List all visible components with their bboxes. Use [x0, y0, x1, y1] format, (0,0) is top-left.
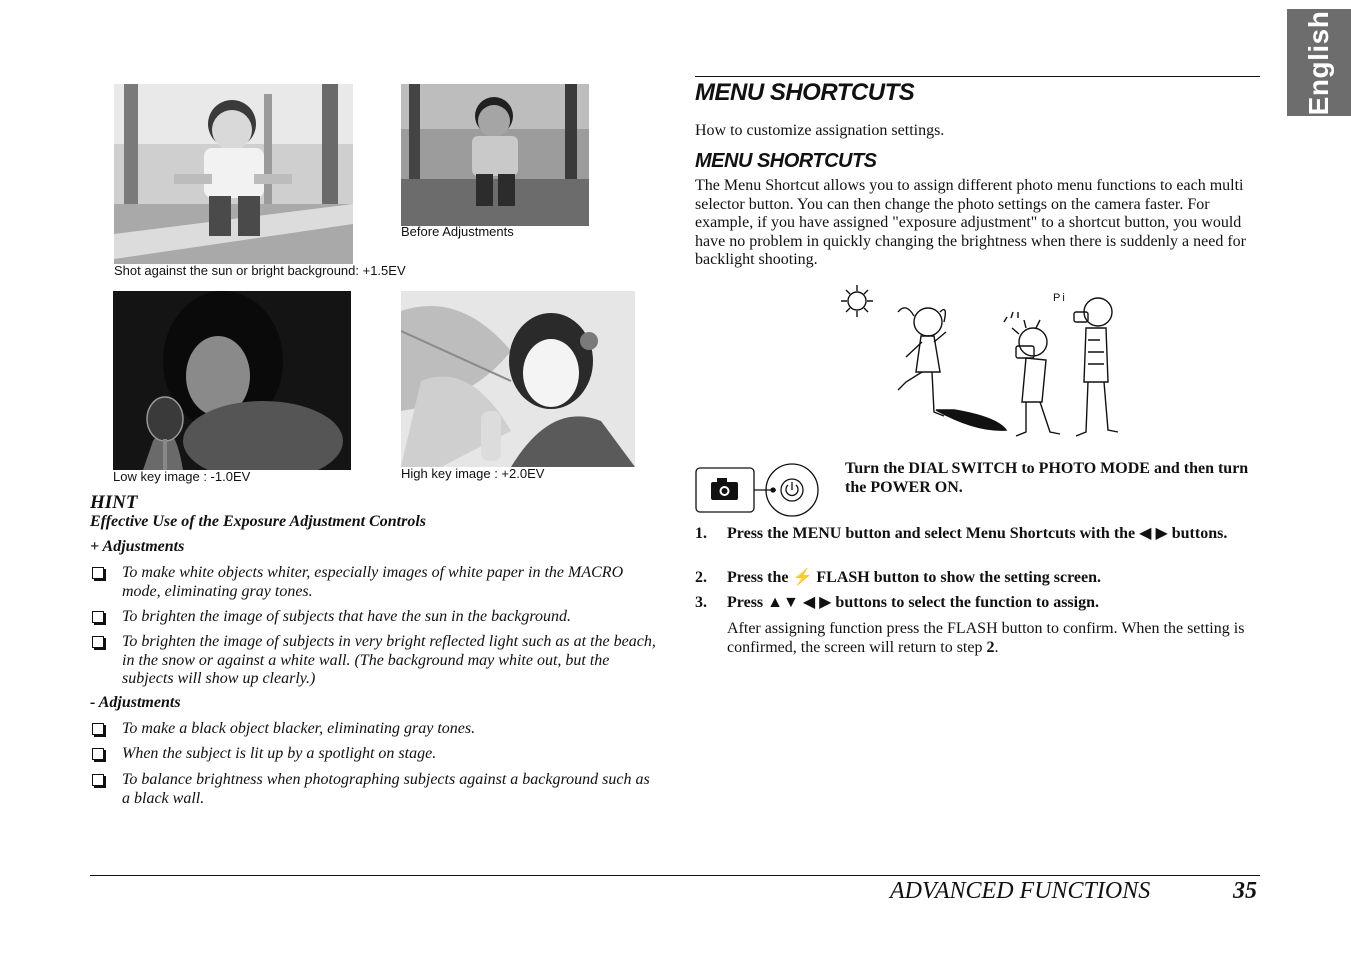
language-tab-label: English — [1303, 10, 1334, 115]
footer-chapter-title: ADVANCED FUNCTIONS — [890, 878, 1151, 904]
hint-title: HINT — [90, 492, 138, 513]
dial-instruction: Turn the DIAL SWITCH to PHOTO MODE and then turn the POWER ON. — [845, 460, 1249, 496]
checkbox-bullet-icon — [92, 748, 104, 760]
step-3: 3. Press ▲▼ ◀ ▶ buttons to select the function to assign. — [695, 594, 1099, 611]
step-2: 2. Press the ⚡ FLASH button to show the setting screen. — [695, 569, 1101, 586]
plus-adjustments-heading: + Adjustments — [90, 538, 185, 555]
photo-high-key — [401, 291, 635, 467]
page-number: 35 — [1233, 878, 1257, 904]
checkbox-bullet-icon — [92, 567, 104, 579]
minus-adjustments-heading: - Adjustments — [90, 694, 181, 711]
section-heading: MENU SHORTCUTS — [695, 79, 915, 106]
section-paragraph: The Menu Shortcut allows you to assign different photo menu functions to each multi selector button. You can then change the photo settings on the camera faster. For example, if you have assigned "exposure adjustment" to a shortcut button, you would have no problem in quickly changing the brightness when there is suddenly a need for backlight shooting. — [695, 177, 1246, 268]
checkbox-bullet-icon — [92, 611, 104, 623]
illustration-sound-text: Pi — [1053, 292, 1067, 304]
checkbox-bullet-icon — [92, 723, 104, 735]
photo-caption: Low key image : -1.0EV — [113, 469, 251, 484]
language-tab — [1287, 9, 1351, 116]
photo-caption: Before Adjustments — [401, 224, 514, 239]
checkbox-bullet-icon — [92, 774, 104, 786]
list-item: To balance brightness when photographing subjects against a background such as a black wall. — [90, 771, 656, 808]
photo-caption: Shot against the sun or bright background: +1.5EV — [114, 263, 406, 278]
backlight-illustration — [836, 282, 1126, 447]
section-subheading: MENU SHORTCUTS — [695, 150, 877, 172]
photo-before-adjustment — [401, 84, 589, 226]
footer-divider — [90, 875, 1260, 876]
list-item: To make a black object blacker, eliminating gray tones. — [90, 720, 656, 739]
checkbox-bullet-icon — [92, 636, 104, 648]
step-3-detail: After assigning function press the FLASH button to confirm. When the setting is confirmed, the screen will return to step 2. — [727, 620, 1245, 656]
photo-caption: High key image : +2.0EV — [401, 466, 545, 481]
dial-switch-diagram — [694, 462, 824, 520]
sun-icon — [841, 285, 873, 317]
list-item: To brighten the image of subjects that have the sun in the background. — [90, 608, 656, 627]
section-intro: How to customize assignation settings. — [695, 122, 945, 139]
photo-sunlit-child — [114, 84, 353, 264]
step-1: 1. Press the MENU button and select Menu Shortcuts with the ◀ ▶ buttons. — [695, 525, 1228, 542]
hint-subtitle: Effective Use of the Exposure Adjustment Controls — [90, 513, 427, 530]
photo-low-key — [113, 291, 351, 470]
list-item: When the subject is lit up by a spotlight on stage. — [90, 745, 656, 764]
list-item: To brighten the image of subjects in very bright reflected light such as at the beach, in the snow or against a white wall. (The background may white out, but the subjects will show up clearly.) — [90, 633, 656, 689]
flash-icon: ⚡ — [792, 569, 813, 586]
section-divider — [695, 76, 1260, 77]
list-item: To make white objects whiter, especially images of white paper in the MACRO mode, eliminating gray tones. — [90, 564, 656, 601]
power-icon — [786, 482, 798, 495]
